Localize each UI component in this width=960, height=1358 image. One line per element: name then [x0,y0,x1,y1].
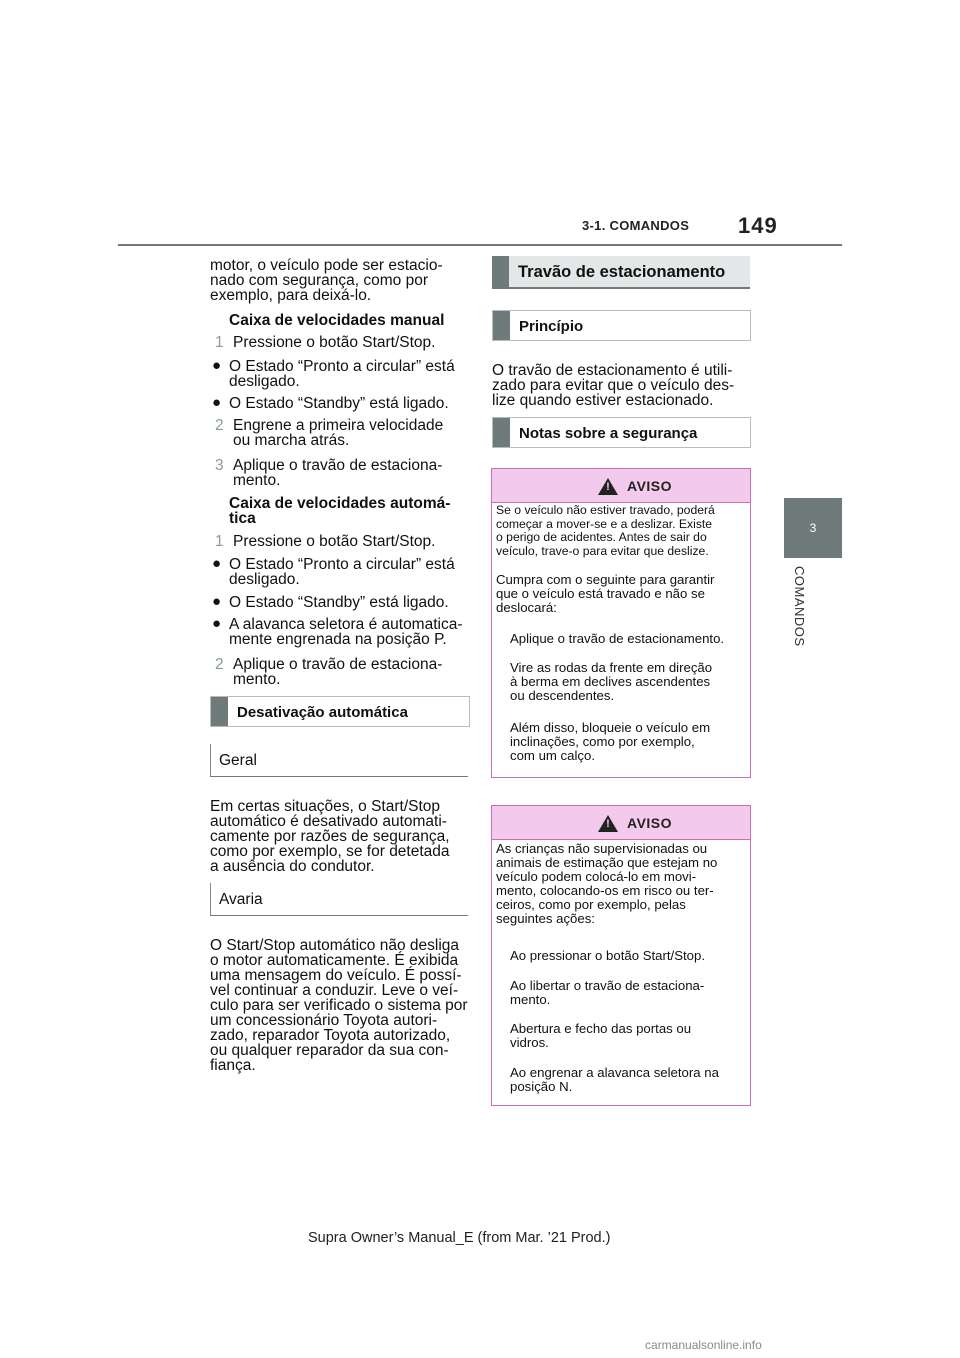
text-line: O Estado “Standby” está ligado. [229,395,449,412]
general-paragraph [210,799,450,874]
text-line: lize quando estiver estacionado. [492,392,714,409]
chapter-label: COMANDOS [792,566,807,647]
text-line: Pressione o botão Start/Stop. [233,533,436,550]
text-line: animais de estimação que estejam no [496,855,718,870]
watermark-link[interactable]: carmanualsonline.info [645,1338,762,1352]
text-line: O Estado “Standby” está ligado. [229,594,449,611]
text-line: nado com segurança, como por [210,272,428,289]
text-line: mento. [510,992,551,1007]
warning-item [510,949,705,963]
bullet-icon: ● [212,394,222,411]
text-line: Ao pressionar o botão Start/Stop. [510,948,705,963]
failure-paragraph [210,938,468,1073]
heading-bar [493,311,510,340]
text-line: deslocará: [496,600,557,615]
text-line: Ao engrenar a alavanca seletora na [510,1065,719,1080]
text-line: Vire as rodas da frente em direção [510,660,713,675]
step-item [215,457,443,489]
step-number: 1 [215,533,224,550]
step-item [215,334,436,351]
text-line: fiança. [210,1057,256,1074]
text-line: O Start/Stop automático não desliga [210,937,460,954]
footer-manual-title: Supra Owner’s Manual_E (from Mar. ’21 Prod.) [308,1230,611,1246]
text-line: O Estado “Pronto a circular” está [229,358,455,375]
failure-label: Avaria [219,891,263,908]
text-line: veículo, trave-o para evitar que deslize. [496,543,709,558]
text-line: posição N. [510,1079,573,1094]
text-line: mento. [233,671,281,688]
heading-bar [493,418,510,447]
bullet-item [212,555,455,588]
step-item [215,533,436,550]
text-line: seguintes ações: [496,911,595,926]
chapter-tab[interactable] [784,498,842,558]
text-line: inclinações, como por exemplo, [510,734,695,749]
text-line: tica [229,510,256,527]
bullet-icon: ● [212,593,222,610]
subheading-rule [210,883,211,915]
warning-item [510,661,712,703]
text-line: começar a mover-se e a deslizar. Existe [496,516,713,531]
text-line: Abertura e fecho das portas ou [510,1021,692,1036]
text-line: culo para ser verificado o sistema por [210,997,468,1014]
text-line: automático é desativado automati- [210,813,447,830]
text-line: ceiros, como por exemplo, pelas [496,897,686,912]
text-line: à berma em declives ascendentes [510,674,711,689]
bullet-icon: ● [212,357,222,374]
text-line: mento. [233,472,281,489]
warning-item [510,979,704,1007]
text-line: Caixa de velocidades automá- [229,495,451,512]
general-label: Geral [219,752,257,769]
text-line: zado, reparador Toyota autorizado, [210,1027,451,1044]
manual-gearbox-heading: Caixa de velocidades manual [229,312,445,329]
text-line: desligado. [229,373,300,390]
bullet-item [212,615,463,648]
text-line: veículo podem colocá-lo em movi- [496,869,697,884]
page-number: 149 [738,213,778,238]
text-line: ou descendentes. [510,688,615,703]
text-line: Aplique o travão de estacionamento. [510,631,725,646]
intro-paragraph [210,258,443,303]
step-number: 2 [215,656,224,673]
warning-item [510,632,724,646]
text-line: motor, o veículo pode ser estacio- [210,257,443,274]
warning-title: AVISO [627,815,673,831]
deactivation-heading: Desativação automática [237,704,408,721]
text-line: o perigo de acidentes. Antes de sair do [496,530,707,544]
warning-item [510,721,710,763]
bullet-item [212,357,455,390]
bullet-icon: ● [212,615,222,632]
text-line: Ao libertar o travão de estaciona- [510,978,705,993]
text-line: camente por razões de segurança, [210,828,450,845]
warning-header [492,469,750,503]
deactivation-heading-box [210,696,470,727]
text-line: a ausência do condutor. [210,858,375,875]
exclamation-icon: ! [606,481,610,493]
text-line: Pressione o botão Start/Stop. [233,334,436,351]
bullet-item [212,593,449,611]
principle-paragraph [492,363,734,408]
text-line: vidros. [510,1035,549,1050]
text-line: uma mensagem do veículo. É possí- [210,967,462,984]
warning-header [492,806,750,840]
text-line: Além disso, bloqueie o veículo em [510,720,711,735]
warning-box [491,805,751,1106]
text-line: que o veículo está travado e não se [496,586,705,601]
warning-box [491,468,751,778]
text-line: vel continuar a conduzir. Leve o veí- [210,982,459,999]
chapter-number: 3 [809,521,817,535]
heading-bar [492,256,509,287]
text-line: Engrene a primeira velocidade [233,417,444,434]
text-line: mente engrenada na posição P. [229,631,447,648]
step-number: 3 [215,457,224,474]
step-number: 1 [215,334,224,351]
text-line: ou qualquer reparador da sua con- [210,1042,449,1059]
warning-item [510,1022,691,1050]
parking-brake-heading: Travão de estacionamento [518,263,726,281]
text-line: O travão de estacionamento é utili- [492,362,733,379]
text-line: exemplo, para deixá-lo. [210,287,372,304]
subheading-rule [210,744,211,776]
principle-heading: Princípio [519,318,584,335]
text-line: desligado. [229,571,300,588]
section-title: 3-1. COMANDOS [582,218,690,233]
step-item [215,656,443,688]
text-line: O Estado “Pronto a circular” está [229,556,455,573]
text-line: um concessionário Toyota autori- [210,1012,438,1029]
automatic-gearbox-heading [229,496,450,526]
text-line: Se o veículo não estiver travado, poderá [496,503,715,517]
safety-notes-heading: Notas sobre a segurança [519,425,698,442]
text-line: zado para evitar que o veículo des- [492,377,735,394]
text-line: As crianças não supervisionadas ou [496,841,708,856]
text-line: A alavanca seletora é automatica- [229,616,463,633]
warning-lead [496,504,715,558]
text-line: Em certas situações, o Start/Stop [210,798,441,815]
warning-paragraph [496,842,717,926]
warning-paragraph [496,573,714,615]
step-item [215,417,444,449]
header-rule [118,244,842,246]
text-line: como por exemplo, se for detetada [210,843,450,860]
text-line: ou marcha atrás. [233,432,350,449]
warning-title: AVISO [627,478,673,494]
text-line: o motor automaticamente. É exibida [210,952,459,969]
warning-item [510,1066,719,1094]
text-line: Aplique o travão de estaciona- [233,656,443,673]
safety-notes-heading-box [492,417,751,448]
principle-heading-box [492,310,751,341]
exclamation-icon: ! [606,818,610,830]
bullet-icon: ● [212,555,222,572]
text-line: com um calço. [510,748,596,763]
parking-brake-heading-box [492,256,750,289]
bullet-item [212,394,449,412]
failure-subheading [210,883,468,916]
text-line: Aplique o travão de estaciona- [233,457,443,474]
heading-bar [211,697,228,726]
general-subheading [210,744,468,777]
step-number: 2 [215,417,224,434]
text-line: Cumpra com o seguinte para garantir [496,572,715,587]
text-line: mento, colocando-os em risco ou ter- [496,883,714,898]
